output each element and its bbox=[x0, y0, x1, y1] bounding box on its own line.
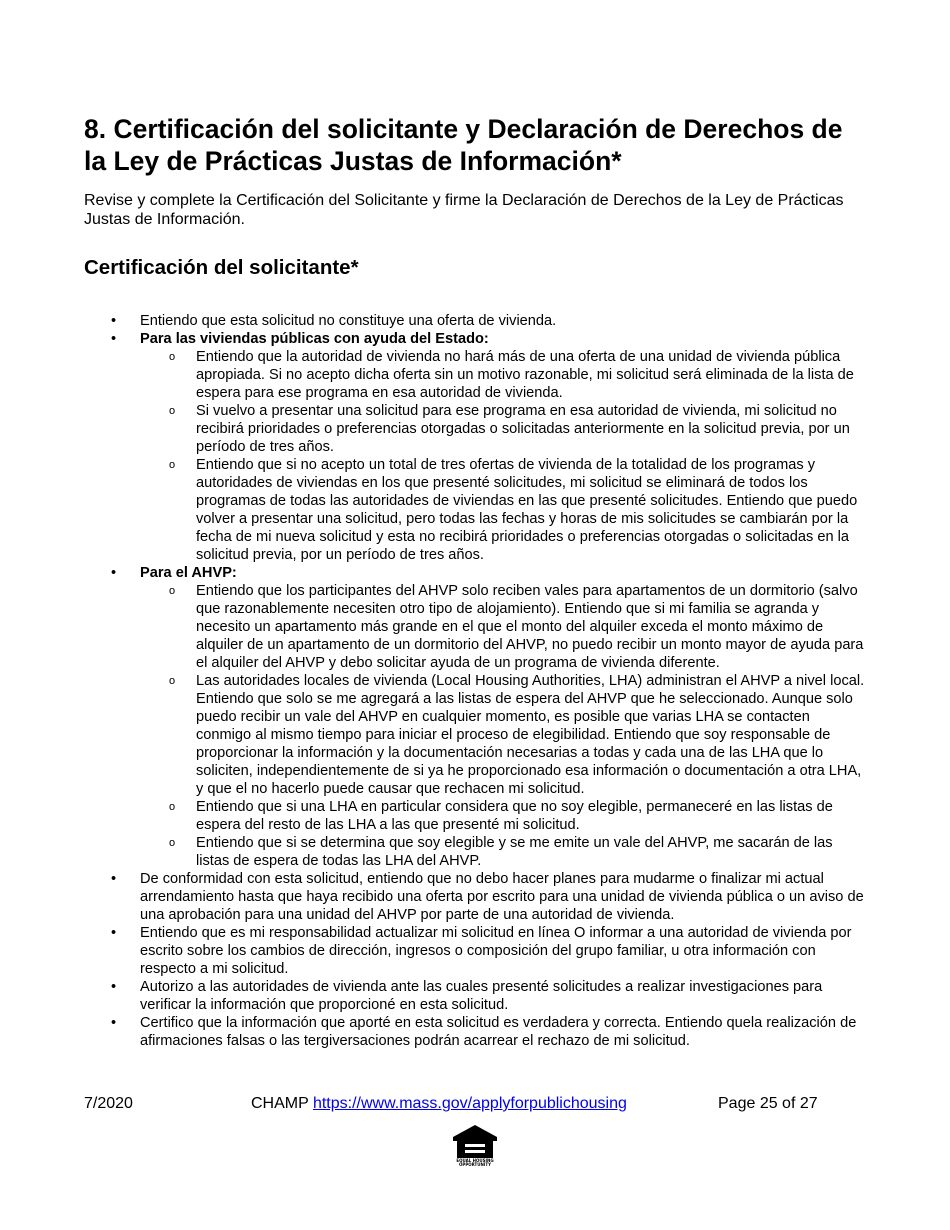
svg-text:EQUAL HOUSING: EQUAL HOUSING bbox=[456, 1158, 494, 1163]
footer-page-number: Page 25 of 27 bbox=[718, 1095, 818, 1112]
document-page bbox=[84, 113, 869, 1050]
section-intro: Revise y complete la Certificación del Solicitante y firme la Declaración de Derechos de la Ley de Prácticas Justas de Información. bbox=[84, 192, 844, 228]
sub-item: o Si vuelvo a presentar una solicitud para ese programa en esa autoridad de vivienda, mi solicitud no recibirá prioridades o preferencias otorgadas o solicitadas anteriormente en la solicitud previa, por un período de tres años. bbox=[140, 402, 869, 456]
certification-item bbox=[84, 330, 869, 564]
svg-text:OPPORTUNITY: OPPORTUNITY bbox=[458, 1162, 492, 1166]
ahvp-label: Para el AHVP: bbox=[140, 565, 237, 581]
equal-housing-icon bbox=[451, 1124, 499, 1166]
certification-item bbox=[84, 564, 869, 870]
state-aided-label: Para las viviendas públicas con ayuda del Estado: bbox=[140, 331, 489, 347]
certification-item bbox=[84, 924, 869, 978]
sub-item: o Entiendo que si no acepto un total de tres ofertas de vivienda de la totalidad de los programas y autoridades de viviendas en los que presenté solicitudes, mi solicitud se eliminará de todos los programas de todas las autoridades de viviendas en las que presenté solicitudes. Entiendo que puedo volver a presentar una solicitud, pero todas las fechas y horas de mis solicitudes se cambiarán por la fecha de mi nueva solicitud y esta no recibirá prioridades o preferencias otorgadas o solicitadas en la solicitud previa, por un período de tres años. bbox=[140, 456, 869, 564]
certification-item-text: Entiendo que es mi responsabilidad actualizar mi solicitud en línea O informar a una autoridad de vivienda por escrito sobre los cambios de dirección, ingresos o composición del grupo familiar, u otra información con respecto a mi solicitud. bbox=[140, 925, 852, 977]
certification-item bbox=[84, 312, 869, 330]
footer-program bbox=[251, 1094, 627, 1113]
certification-item-text: De conformidad con esta solicitud, entiendo que no debo hacer planes para mudarme o finalizar mi actual arrendamiento hasta que haya recibido una oferta por escrito para una unidad de vivienda pública o un aviso de una aprobación para una unidad del AHVP por parte de una autoridad de vivienda. bbox=[140, 871, 864, 923]
certification-item-text: Autorizo a las autoridades de vivienda ante las cuales presenté solicitudes a realizar investigaciones para verificar la información que proporcioné en esta solicitud. bbox=[140, 979, 823, 1013]
sub-item: o Entiendo que si una LHA en particular considera que no soy elegible, permaneceré en las listas de espera del resto de las LHA a las que presenté mi solicitud. bbox=[140, 798, 869, 834]
certification-list bbox=[84, 312, 869, 1050]
footer-date: 7/2020 bbox=[84, 1095, 133, 1112]
sub-item: o Entiendo que la autoridad de vivienda no hará más de una oferta de una unidad de vivienda pública apropiada. Si no acepto dicha oferta sin un motivo razonable, mi solicitud será eliminada de la lista de espera para ese programa en esa autoridad de vivienda. bbox=[140, 348, 869, 402]
sub-item: o Las autoridades locales de vivienda (Local Housing Authorities, LHA) administran el AHVP a nivel local. Entiendo que solo se me agregará a las listas de espera del AHVP que he seleccionado. Aunque solo puedo recibir un vale del AHVP en cualquier momento, es posible que varias LHA se contacten conmigo al mismo tiempo para iniciar el proceso de elegibilidad. Entiendo que soy responsable de proporcionar la información y la documentación necesarias a todas y cada una de las LHA que lo soliciten, independientemente de si ya he proporcionado esa información o documentación a otra LHA, y que el no hacerlo puede causar que rechacen mi solicitud. bbox=[140, 672, 869, 798]
sub-item: o Entiendo que los participantes del AHVP solo reciben vales para apartamentos de un dormitorio (salvo que razonablemente necesiten otro tipo de alojamiento). Entiendo que si mi familia se agranda y necesito un apartamento más grande en el que el monto del alquiler exceda el monto máximo de alquiler de un apartamento de un dormitorio del AHVP, no puedo recibir un monto mayor de ayuda para el alquiler del AHVP y debo solicitar ayuda de un programa de vivienda diferente. bbox=[140, 582, 869, 672]
sub-item: o Entiendo que si se determina que soy elegible y se me emite un vale del AHVP, me sacarán de las listas de espera de todas las LHA del AHVP. bbox=[140, 834, 869, 870]
certification-item bbox=[84, 978, 869, 1014]
ahvp-sublist bbox=[140, 582, 869, 870]
section-heading: 8. Certificación del solicitante y Declaración de Derechos de la Ley de Prácticas Justas de Información* bbox=[84, 114, 843, 176]
certification-item bbox=[84, 870, 869, 924]
footer-program-name: CHAMP bbox=[251, 1095, 309, 1112]
subsection-heading: Certificación del solicitante* bbox=[84, 256, 359, 279]
certification-item-text: Entiendo que esta solicitud no constituye una oferta de vivienda. bbox=[140, 313, 557, 329]
footer-link[interactable]: https://www.mass.gov/applyforpublichousing bbox=[312, 1095, 627, 1112]
state-aided-sublist bbox=[140, 348, 869, 564]
certification-item bbox=[84, 1014, 869, 1050]
certification-item-text: Certifico que la información que aporté en esta solicitud es verdadera y correcta. Entiendo quela realización de afirmaciones falsas o las tergiversaciones podrán acarrear el rechazo de mi solicitud. bbox=[140, 1015, 857, 1049]
